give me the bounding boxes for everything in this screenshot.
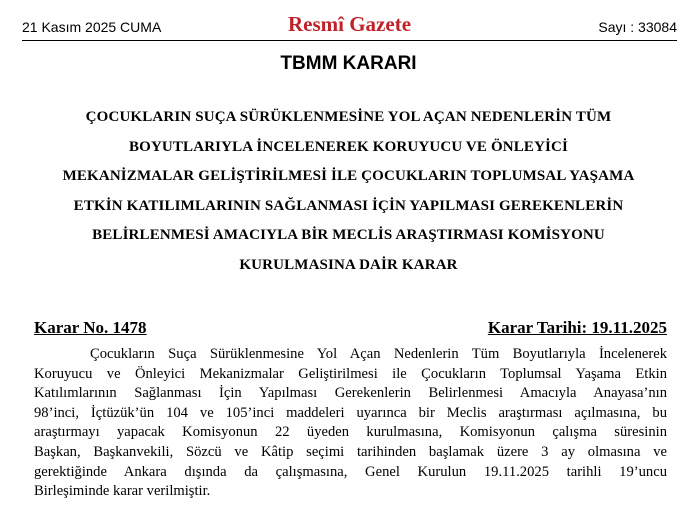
body-line: 98’inci, İçtüzük’ün 104 ve 105’inci maddeleri uyarınca bir Meclis araştırması açılmasına, bu (34, 404, 667, 421)
body-line: Koruyucu ve Önleyici Mekanizmalar Geliştirilmesi ile Çocukların Toplumsal Yaşama Etkin (34, 365, 667, 382)
issue-date: 21 Kasım 2025 CUMA (22, 19, 162, 35)
subject-line: ETKİN KATILIMLARININ SAĞLANMASI İÇİN YAPILMASI GEREKENLERİN (73, 197, 624, 214)
body-line: Birleşiminde karar verilmiştir. (34, 483, 211, 500)
gazette-header (22, 10, 677, 41)
decision-body (34, 345, 667, 502)
body-line: Katılımlarının Sağlanması İçin Yapılması Gerekenlerin Belirlenmesi Amacıyla Anayasa’nın (34, 385, 667, 402)
subject-line: BOYUTLARIYLA İNCELENEREK KORUYUCU VE ÖNLEYİCİ (128, 138, 569, 155)
decision-date: Karar Tarihi: 19.11.2025 (487, 318, 667, 337)
body-line: gerektiğinde Ankara dışında da çalışmasına, Genel Kurulun 19.11.2025 tarihli 19’uncu (34, 463, 667, 480)
body-line: Çocukların Suça Sürüklenmesine Yol Açan Nedenlerin Tüm Boyutlarıyla İncelenerek (90, 346, 667, 362)
subject-line: MEKANİZMALAR GELİŞTİRİLMESİ İLE ÇOCUKLARIN TOPLUMSAL YAŞAMA (62, 168, 635, 184)
subject-line: KURULMASINA DAİR KARAR (239, 256, 458, 273)
body-line: araştırmayı yapacak Komisyonun 22 üyeden kurulmasına, Komisyonun çalışma süresinin (34, 424, 667, 441)
decision-subject (28, 103, 669, 280)
decision-number: Karar No. 1478 (34, 318, 147, 337)
document-type: TBMM KARARI (280, 53, 417, 74)
subject-line: BELİRLENMESİ AMACIYLA BİR MECLİS ARAŞTIRMASI KOMİSYONU (92, 227, 605, 243)
subject-line: ÇOCUKLARIN SUÇA SÜRÜKLENMESİNE YOL AÇAN NEDENLERİN TÜM (85, 109, 612, 125)
body-line: Başkan, Başkanvekili, Sözcü ve Kâtip seçimi tarihinden başlamak üzere 3 ay olmasına ve (34, 443, 667, 460)
gazette-title: Resmî Gazete (287, 12, 412, 36)
issue-number: Sayı : 33084 (598, 19, 677, 35)
